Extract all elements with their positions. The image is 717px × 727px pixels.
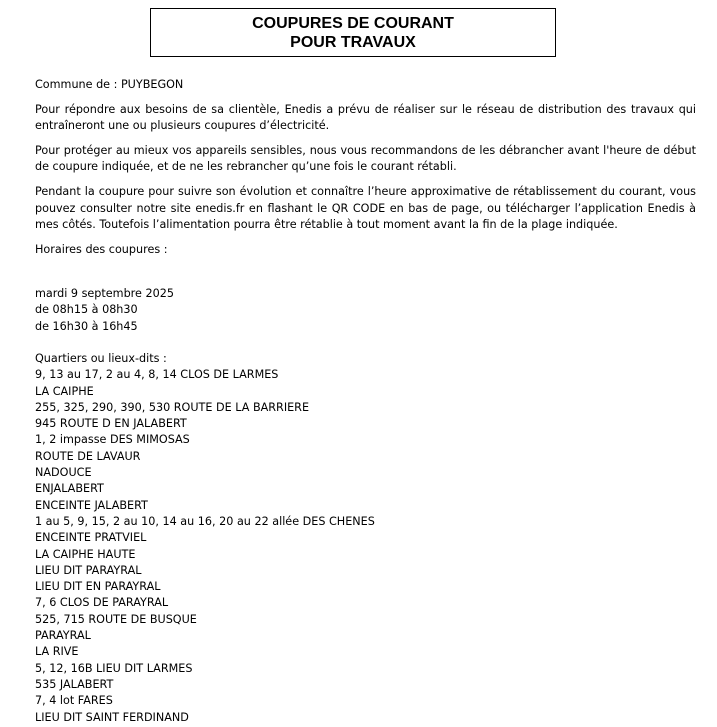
title-box (150, 8, 556, 57)
place-item: LIEU DIT EN PARAYRAL (35, 580, 161, 594)
schedule-slot: de 08h15 à 08h30 (35, 303, 138, 317)
horaires-label: Horaires des coupures : (35, 242, 168, 256)
place-item: 1, 2 impasse DES MIMOSAS (35, 433, 190, 447)
place-item: 1 au 5, 9, 15, 2 au 10, 14 au 16, 20 au 22 allée DES CHENES (35, 514, 375, 528)
title-line-1: COUPURES DE COURANT (252, 15, 454, 32)
paragraph-protection: Pour protéger au mieux vos appareils sensibles, nous vous recommandons de les débrancher avant l'heure de début de coupure indiquée, et de ne les rebrancher qu’une fois le courant rétabli. (35, 143, 696, 174)
schedule-block (35, 286, 174, 335)
place-item: LIEU DIT PARAYRAL (35, 563, 142, 577)
paragraph-intro: Pour répondre aux besoins de sa clientèle, Enedis a prévu de réaliser sur le réseau de distribution des travaux qui entraîneront une ou plusieurs coupures d’électricité. (35, 102, 696, 133)
place-item: 945 ROUTE D EN JALABERT (35, 417, 187, 431)
schedule-date: mardi 9 septembre 2025 (35, 287, 174, 300)
schedule-slot: de 16h30 à 16h45 (35, 319, 138, 333)
place-item: ENJALABERT (35, 482, 104, 496)
place-item: LA CAIPHE HAUTE (35, 547, 136, 561)
place-item: NADOUCE (35, 466, 92, 480)
paragraph-follow-up: Pendant la coupure pour suivre son évolution et connaître l’heure approximative de rétablissement du courant, vous pouvez consulter notre site enedis.fr en flashant le QR CODE en bas de page, ou télécharger l’application Enedis à mes côtés. Toutefois l’alimentation pourra être rétablie à tout moment avant la fin de la plage indiquée. (35, 184, 696, 232)
place-item: LA RIVE (35, 645, 79, 659)
places-block (35, 351, 375, 726)
place-item: 5, 12, 16B LIEU DIT LARMES (35, 661, 193, 675)
place-item: ROUTE DE LAVAUR (35, 449, 141, 463)
place-item: 535 JALABERT (35, 677, 114, 691)
title-line-2: POUR TRAVAUX (290, 34, 416, 51)
place-item: ENCEINTE PRATVIEL (35, 531, 147, 545)
place-item: 255, 325, 290, 390, 530 ROUTE DE LA BARRIERE (35, 400, 310, 414)
notice-body (35, 77, 696, 258)
place-item: 9, 13 au 17, 2 au 4, 8, 14 CLOS DE LARMES (35, 368, 279, 382)
place-item: 7, 6 CLOS DE PARAYRAL (35, 596, 169, 610)
place-item: PARAYRAL (35, 629, 91, 643)
commune-label: Commune de : PUYBEGON (35, 78, 184, 91)
place-item: 7, 4 lot FARES (35, 694, 113, 708)
places-label: Quartiers ou lieux-dits : (35, 352, 167, 365)
place-item: LA CAIPHE (35, 384, 94, 398)
place-item: 525, 715 ROUTE DE BUSQUE (35, 612, 197, 626)
place-item: ENCEINTE JALABERT (35, 498, 148, 512)
place-item: LIEU DIT SAINT FERDINAND (35, 710, 189, 724)
